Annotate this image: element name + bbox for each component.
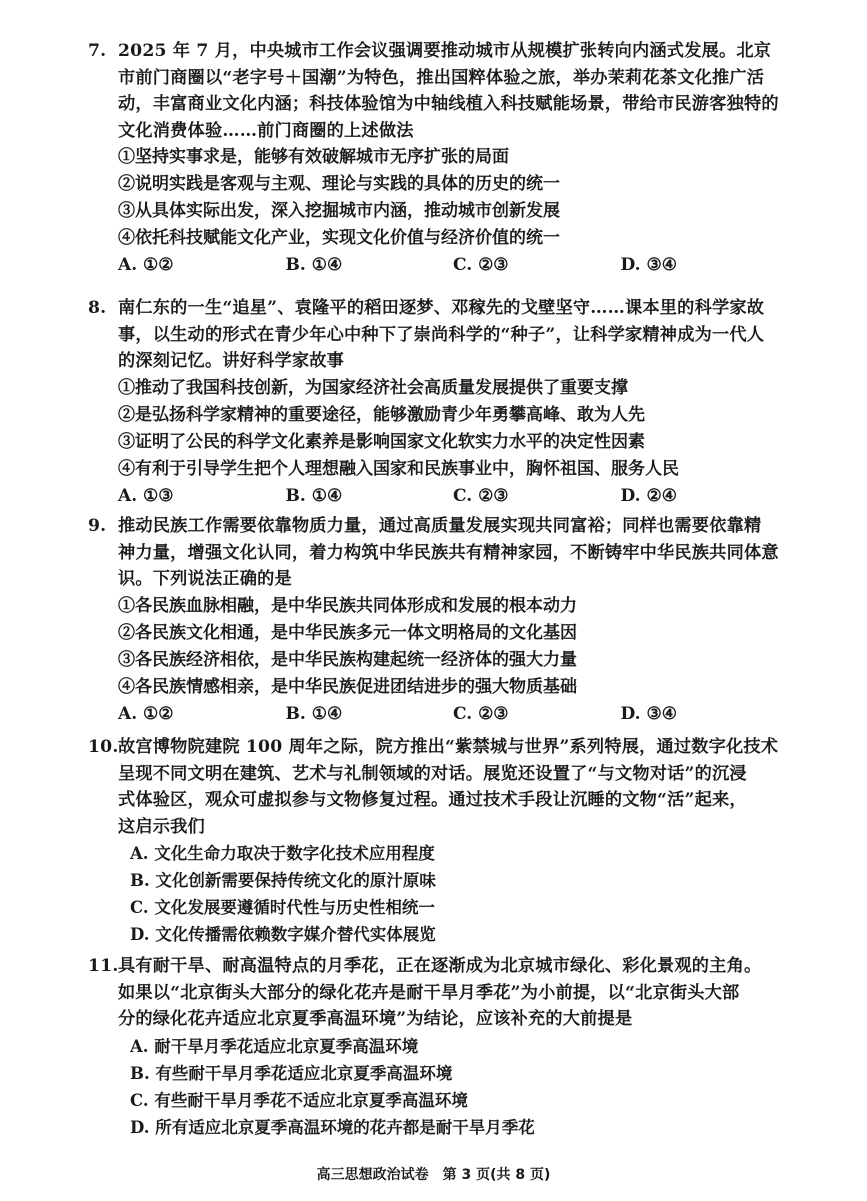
question-stem-line: 7. 2025 年 7 月，中央城市工作会议强调要推动城市从规模扩张转向内涵式发展。北京 <box>88 38 788 65</box>
question-stem-line: 如果以“北京街头大部分的绿化花卉是耐干旱月季花”为小前提，以“北京街头大部 <box>118 982 740 1003</box>
option-a[interactable]: A. ①② <box>118 255 174 275</box>
question-number: 8. <box>88 298 107 318</box>
question-stem-line: 神力量，增强文化认同，着力构筑中华民族共有精神家园，不断铸牢中华民族共同体意 <box>118 542 779 563</box>
statement: ④有利于引导学生把个人理想融入国家和民族事业中，胸怀祖国、服务人民 <box>118 458 679 479</box>
question-11 <box>88 953 788 1141</box>
statement: ①坚持实事求是，能够有效破解城市无序扩张的局面 <box>118 147 509 167</box>
statement: ②是弘扬科学家精神的重要途径，能够激励青少年勇攀高峰、敢为人先 <box>118 404 645 425</box>
page-footer: 高三思想政治试卷 第 3 页(共 8 页) <box>316 1167 551 1183</box>
statement: ③各民族经济相依，是中华民族构建起统一经济体的强大力量 <box>118 649 577 670</box>
question-stem-line: 动，丰富商业文化内涵；科技体验馆为中轴线植入科技赋能场景，带给市民游客独特的 <box>118 94 779 114</box>
question-stem-line: 10.故宫博物院建院 100 周年之际，院方推出“紫禁城与世界”系列特展，通过数字化技术 <box>88 734 788 761</box>
question-stem-line: 8. 南仁东的一生“追星”、袁隆平的稻田逐梦、邓稼先的戈壁坚守……课本里的科学家故 <box>88 295 788 322</box>
question-stem-line: 呈现不同文明在建筑、艺术与礼制领域的对话。展览还设置了“与文物对话”的沉浸 <box>118 763 747 784</box>
question-stem-line: 11.具有耐干旱、耐高温特点的月季花，正在逐渐成为北京城市绿化、彩化景观的主角。 <box>88 953 788 980</box>
option-a[interactable]: A. ①② <box>118 703 174 724</box>
question-stem-line: 分的绿化花卉适应北京夏季高温环境”为结论，应该补充的大前提是 <box>118 1009 633 1029</box>
question-10 <box>88 734 788 948</box>
question-7 <box>88 38 788 279</box>
answer-options <box>88 483 788 510</box>
question-stem-line: 这启示我们 <box>118 816 205 837</box>
option-b[interactable]: B. 文化创新需要保持传统文化的原汁原味 <box>130 871 436 890</box>
option-b[interactable]: B. ①④ <box>285 255 343 275</box>
question-stem-line: 市前门商圈以“老字号＋国潮”为特色，推出国粹体验之旅，举办茉莉花茶文化推广活 <box>118 67 765 88</box>
option-d[interactable]: D. ②④ <box>620 485 677 506</box>
statement: ④依托科技赋能文化产业，实现文化价值与经济价值的统一 <box>118 228 560 248</box>
question-stem-line: 识。下列说法正确的是 <box>118 569 292 589</box>
question-stem-line: 事，以生动的形式在青少年心中种下了崇尚科学的“种子”，让科学家精神成为一代人 <box>118 324 765 345</box>
question-8 <box>88 295 788 510</box>
option-d[interactable]: D. ③④ <box>620 255 677 275</box>
question-9 <box>88 513 788 728</box>
statement: ①推动了我国科技创新，为国家经济社会高质量发展提供了重要支撑 <box>118 377 628 398</box>
option-c[interactable]: C. ②③ <box>453 703 509 724</box>
question-stem-line: 式体验区，观众可虚拟参与文物修复过程。通过技术手段让沉睡的文物“活”起来， <box>118 790 747 810</box>
statement: ①各民族血脉相融，是中华民族共同体形成和发展的根本动力 <box>118 595 577 616</box>
option-c[interactable]: C. ②③ <box>453 485 509 506</box>
option-c[interactable]: C. 文化发展要遵循时代性与历史性相统一 <box>130 898 435 917</box>
option-a[interactable]: A. 耐干旱月季花适应北京夏季高温环境 <box>130 1036 419 1056</box>
question-stem-line: 的深刻记忆。讲好科学家故事 <box>118 351 345 371</box>
statement: ②说明实践是客观与主观、理论与实践的具体的历史的统一 <box>118 174 560 194</box>
option-c[interactable]: C. 有些耐干旱月季花不适应北京夏季高温环境 <box>130 1090 468 1110</box>
option-b[interactable]: B. 有些耐干旱月季花适应北京夏季高温环境 <box>130 1063 453 1083</box>
statement: ③证明了公民的科学文化素养是影响国家文化软实力水平的决定性因素 <box>118 431 645 452</box>
answer-options <box>88 701 788 728</box>
question-number: 11. <box>88 956 119 976</box>
option-a[interactable]: A. 文化生命力取决于数字化技术应用程度 <box>130 844 435 863</box>
option-d[interactable]: D. ③④ <box>620 703 677 724</box>
statement: ②各民族文化相通，是中华民族多元一体文明格局的文化基因 <box>118 622 577 643</box>
answer-options <box>88 252 788 279</box>
option-b[interactable]: B. ①④ <box>285 703 343 724</box>
question-number: 9. <box>88 516 107 536</box>
question-number: 10. <box>88 737 119 757</box>
option-c[interactable]: C. ②③ <box>453 255 509 275</box>
statement: ④各民族情感相亲，是中华民族促进团结进步的强大物质基础 <box>118 676 577 697</box>
option-a[interactable]: A. ①③ <box>118 485 174 506</box>
question-stem-line: 文化消费体验……前门商圈的上述做法 <box>118 120 414 141</box>
question-number: 7. <box>88 41 107 61</box>
option-d[interactable]: D. 文化传播需依赖数字媒介替代实体展览 <box>130 925 436 944</box>
option-d[interactable]: D. 所有适应北京夏季高温环境的花卉都是耐干旱月季花 <box>130 1117 535 1137</box>
statement: ③从具体实际出发，深入挖掘城市内涵，推动城市创新发展 <box>118 201 560 221</box>
option-b[interactable]: B. ①④ <box>285 485 343 506</box>
question-stem-line: 9. 推动民族工作需要依靠物质力量，通过高质量发展实现共同富裕；同样也需要依靠精 <box>88 513 788 540</box>
